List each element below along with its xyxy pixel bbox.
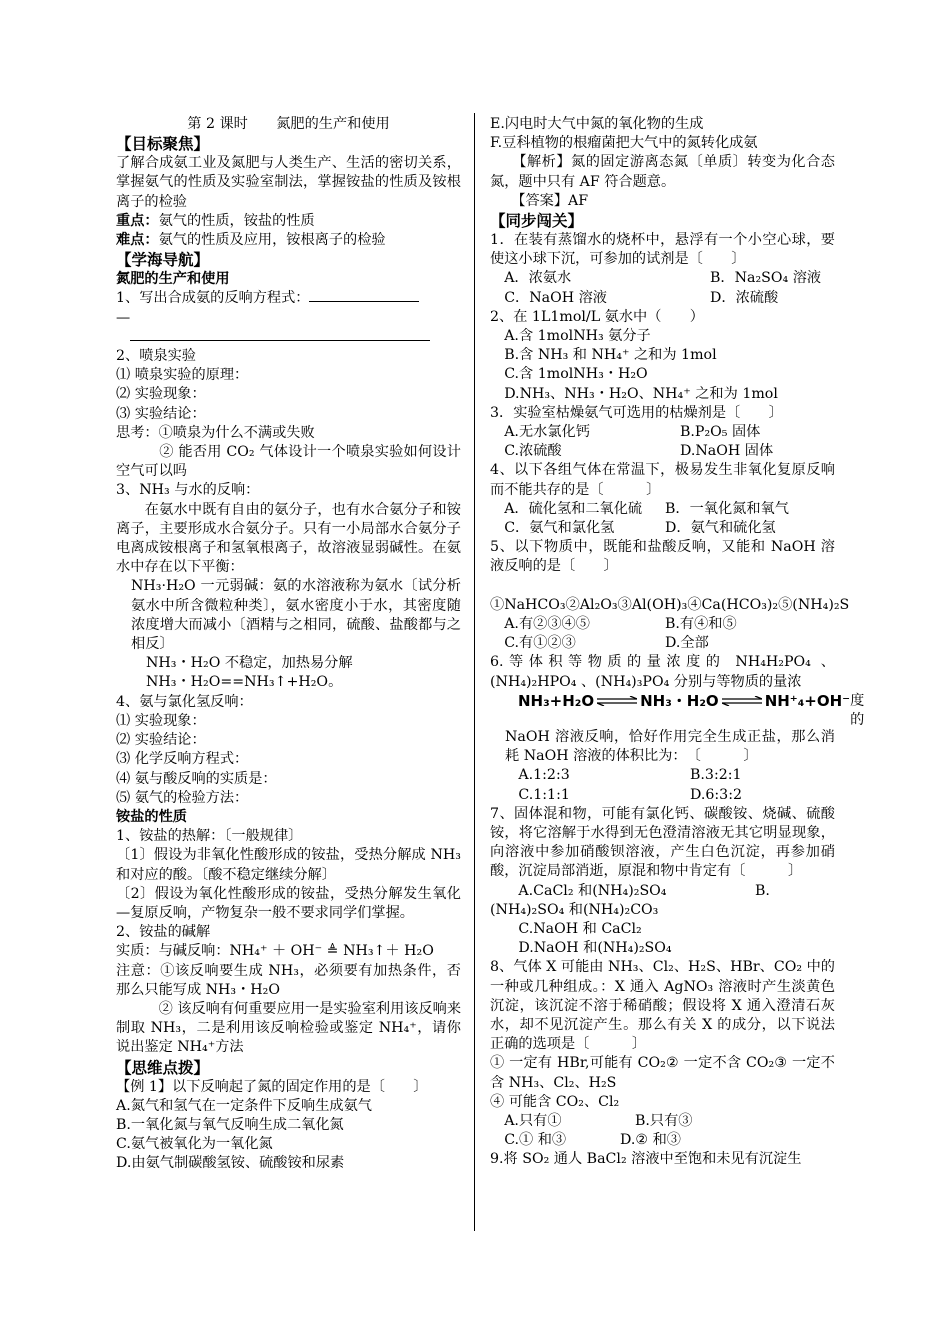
option-text: C．NaOH 溶液	[490, 289, 607, 306]
text: 注意：①该反响要生成 NH₃，必须要有加热条件，否那么只能写成 NH₃・H₂O	[116, 962, 461, 998]
text-line	[490, 404, 835, 423]
text: 氮肥的生产和使用	[116, 271, 230, 288]
option-text: C．氨气和氯化氢	[490, 520, 615, 537]
text: ⑵ 实验结论：	[116, 732, 206, 749]
text-line	[490, 1093, 835, 1112]
option-row	[490, 615, 835, 634]
text-line	[116, 923, 461, 942]
text-line	[116, 154, 461, 212]
text-line	[490, 385, 835, 404]
text-line	[490, 901, 835, 920]
text-line	[490, 577, 850, 615]
text: NH₃・H₂O==NH₃↑+H₂O。	[146, 674, 343, 691]
option-row	[490, 786, 835, 805]
option-text: B.只有③	[635, 1112, 693, 1129]
text-line	[116, 808, 461, 827]
text-line	[490, 346, 835, 365]
option-row	[490, 766, 835, 785]
answer-blank-line	[116, 328, 461, 347]
text-line	[116, 846, 461, 884]
text: 5、以下物质中，既能和盐酸反响，又能和 NaOH 溶液反响的是〔 〕	[490, 539, 835, 575]
text: 6.等体积等物质的量浓度的 NH₄H₂PO₄ 、(NH₄)₂HPO₄ 、(NH₄)₃PO₄ 分别与等物质的量浓	[490, 654, 835, 690]
text-line	[116, 731, 461, 750]
option-text: A.只有①	[490, 1112, 562, 1129]
option-text: A.有②③④⑤	[490, 616, 590, 633]
text: C.NaOH 和 CaCl₂	[490, 920, 642, 937]
text-line	[116, 347, 461, 366]
text: ⑷ 氨与酸反响的实质是：	[116, 770, 277, 787]
text: 1．在装有蒸馏水的烧杯中，悬浮有一个小空心球，要使这小球下沉，可参加的试剂是〔 〕	[490, 232, 835, 268]
text: 7、固体混和物，可能有氯化钙、碳酸铵、烧碱、硫酸铵，将它溶解于水得到无色澄清溶液无其它明显现象，向溶液中参加硝酸钡溶液，产生白色沉淀，再参加硝酸，沉淀局部消逝，原混和物中肯定有〔 〕	[490, 805, 835, 880]
option-text: A．浓氨水	[490, 270, 572, 287]
text-line	[116, 231, 461, 250]
left-column	[116, 115, 461, 1174]
text: 【同步闯关】	[490, 211, 584, 231]
option-row	[490, 882, 835, 901]
text-line	[116, 366, 461, 385]
text-line	[116, 885, 461, 923]
section-heading	[116, 1058, 461, 1078]
text-line	[116, 481, 461, 500]
text-line	[116, 115, 461, 134]
text-line	[116, 1078, 461, 1097]
text: 思考：①喷泉为什么不满或失败	[116, 424, 315, 441]
option-text: D.NaOH 固体	[680, 443, 774, 460]
text-line	[490, 920, 835, 939]
option-row	[490, 269, 835, 288]
text-line	[116, 1154, 461, 1173]
text-line	[116, 962, 461, 1000]
option-row	[490, 423, 835, 442]
text: F.豆科植物的根瘤菌把大气中的氮转化成氨	[490, 135, 758, 152]
text: C.氨气被氧化为一氧化氮	[116, 1136, 273, 1153]
text: ① 一定有 HBr,可能有 CO₂② 一定不含 CO₂③ 一定不含 NH₃、Cl₂、H₂S	[490, 1055, 835, 1091]
text-line	[116, 712, 461, 731]
section-heading	[490, 211, 835, 231]
answer-blank	[309, 289, 419, 302]
text-line	[116, 750, 461, 769]
text: C.含 1molNH₃・H₂O	[490, 366, 648, 383]
text: 第 2 课时 氮肥的生产和使用	[187, 116, 390, 132]
text-line	[116, 309, 461, 328]
option-row	[490, 1131, 835, 1150]
text-line	[490, 308, 835, 327]
text-line	[490, 653, 835, 691]
text: ①NaHCO₃②Al₂O₃③Al(OH)₃④Ca(HCO₃)₂⑤(NH₄)₂S	[490, 577, 850, 613]
text: A.含 1molNH₃ 氨分子	[490, 328, 651, 345]
text: 3、NH₃ 与水的反响：	[116, 482, 260, 499]
text: 【答案】AF	[490, 192, 589, 209]
text: ⑶ 化学反响方程式：	[116, 751, 249, 768]
text-line	[490, 538, 835, 576]
text: ⑵ 实验现象：	[116, 386, 206, 403]
option-text: B.有④和⑤	[665, 616, 737, 633]
option-text: D.全部	[665, 635, 709, 652]
text-line	[116, 1000, 461, 1058]
option-row	[490, 289, 835, 308]
option-text: C.有①②③	[490, 635, 576, 652]
text: A.氮气和氢气在一定条件下反响生成氨气	[116, 1097, 372, 1114]
option-text: C.1:1:1	[490, 786, 570, 803]
text: 氨气的性质及应用，铵根离子的检验	[158, 232, 386, 249]
text-line	[116, 289, 461, 308]
text: ④ 可能含 CO₂、Cl₂	[490, 1093, 620, 1110]
text-line	[116, 1116, 461, 1135]
text: NH₃・H₂O 不稳定，加热易分解	[146, 655, 353, 672]
text-line	[116, 789, 461, 808]
text-line	[490, 958, 835, 1054]
text: E.闪电时大气中氮的氧化物的生成	[490, 116, 704, 132]
text-line	[116, 405, 461, 424]
equilibrium-equation	[490, 692, 850, 711]
option-text: D.② 和③	[620, 1132, 681, 1149]
text-line	[116, 673, 461, 692]
text: —	[116, 309, 131, 326]
option-text: A.1:2:3	[490, 767, 570, 784]
text-line	[490, 134, 835, 153]
formula-text: NH₃・H₂O	[640, 691, 719, 710]
text: 〔1〕假设为非氧化性酸形成的铵盐，受热分解成 NH₃ 和对应的酸。〔酸不稳定继续分解〕	[116, 847, 461, 883]
text: NH₃·H₂O 一元弱碱：氨的水溶液称为氨水〔试分析氨水中所含微粒种类〕，氨水密度小于水，其密度随浓度增大而减小〔酒精与之相同，硫酸、盐酸都与之相反〕	[131, 578, 461, 653]
option-text: D．氨气和硫化氢	[665, 520, 776, 537]
equilibrium-row	[490, 691, 865, 729]
text: 2、在 1L1mol/L 氨水中（ ）	[490, 308, 704, 325]
text: 4、以下各组气体在常温下，极易发生非氧化复原反响而不能共存的是〔 〕	[490, 462, 835, 498]
text-line	[490, 728, 835, 766]
option-text: B．Na₂SO₄ 溶液	[710, 270, 822, 287]
text-line	[116, 443, 461, 481]
formula-text: NH⁺₄+OH⁻	[764, 691, 851, 710]
option-text: B.3:2:1	[690, 767, 742, 784]
text: 2、铵盐的碱解	[116, 924, 211, 941]
label: 重点：	[116, 212, 159, 229]
text: 【思维点拨】	[116, 1057, 210, 1077]
text-line	[490, 461, 835, 499]
text: ⑸ 氨气的检验方法：	[116, 789, 249, 806]
text-line: 度的	[850, 692, 865, 729]
text: 4、氨与氯化氢反响：	[116, 693, 253, 710]
option-row	[490, 519, 835, 538]
right-column	[490, 115, 865, 1170]
text-line	[116, 270, 461, 289]
text: 了解合成氨工业及氮肥与人类生产、生活的密切关系，掌握氨气的性质及实验室制法，掌握铵盐的性质及铵根离子的检验	[116, 155, 461, 210]
equilibrium-arrow-icon	[597, 696, 637, 706]
text-line	[116, 693, 461, 712]
text-line	[116, 501, 461, 578]
text-line	[116, 770, 461, 789]
text-line	[490, 192, 835, 211]
text: 9.将 SO₂ 通人 BaCl₂ 溶液中至饱和未见有沉淀生	[490, 1151, 802, 1168]
section-heading	[116, 250, 461, 270]
text: D.NaOH 和(NH₄)₂SO₄	[490, 940, 672, 957]
text-line	[490, 153, 835, 191]
text: NaOH 溶液反响，恰好作用完全生成正盐，那么消耗 NaOH 溶液的体积比为： 〔 〕	[505, 728, 835, 765]
text: 在氨水中既有自由的氨分子，也有水合氨分子和铵离子，主要形成水合氨分子。只有一小局部水合氨分子电离成铵根离子和氢氧根离子，故溶液显弱碱性。在氨水中存在以下平衡：	[116, 501, 461, 576]
option-text: D．浓硫酸	[710, 289, 779, 306]
option-text: C.① 和③	[490, 1132, 567, 1149]
text: 实质：与碱反响：NH₄⁺ ＋ OH⁻ ≜ NH₃↑＋ H₂O	[116, 943, 434, 960]
option-text: C.浓硫酸	[490, 443, 562, 460]
text: ⑶ 实验结论：	[116, 405, 206, 422]
column-divider	[474, 113, 475, 1231]
text: B.一氧化氮与氧气反响生成二氧化氮	[116, 1116, 344, 1133]
option-row	[490, 1112, 835, 1131]
text-line	[490, 939, 835, 958]
text: 〔2〕假设为氧化性酸形成的铵盐，受热分解发生氧化—复原反响，产物复杂一般不要求同学们掌握。	[116, 885, 461, 921]
text-line	[490, 231, 835, 269]
text: 【学海导航】	[116, 250, 210, 270]
option-text: A．硫化氢和二氧化硫	[490, 500, 643, 517]
text-line	[116, 424, 461, 443]
text: 铵盐的性质	[116, 808, 187, 825]
formula-text: NH₃+H₂O	[518, 691, 595, 710]
text: D.NH₃、NH₃・H₂O、NH₄⁺ 之和为 1mol	[490, 385, 778, 402]
text: D.由氨气制碳酸氢铵、硫酸铵和尿素	[116, 1155, 345, 1172]
text: (NH₄)₂SO₄ 和(NH₄)₂CO₃	[490, 901, 659, 918]
text-line	[116, 385, 461, 404]
answer-blank	[130, 330, 430, 341]
text: 1、写出合成氨的反响方程式：	[116, 290, 310, 307]
text: 【目标聚焦】	[116, 134, 210, 154]
option-text: B.P₂O₅ 固体	[680, 424, 761, 441]
option-text: B.	[755, 882, 770, 899]
text: ② 能否用 CO₂ 气体设计一个喷泉实验如何设计空气可以吗	[116, 444, 461, 480]
section-heading	[116, 134, 461, 154]
text-line	[116, 827, 461, 846]
text-line	[116, 577, 461, 654]
text-line	[116, 942, 461, 961]
option-text: B．一氧化氮和氧气	[665, 500, 789, 517]
text: 2、喷泉实验	[116, 348, 196, 365]
option-text: D.6:3:2	[690, 786, 743, 803]
text: 【例 1】以下反响起了氮的固定作用的是〔 〕	[116, 1078, 428, 1095]
text: ⑴ 实验现象：	[116, 712, 206, 729]
text-line	[116, 212, 461, 231]
text-line	[490, 115, 835, 134]
option-row	[490, 500, 835, 519]
text: 1、铵盐的热解：〔一般规律〕	[116, 828, 303, 845]
text-line	[490, 365, 835, 384]
text: 【解析】氮的固定游离态氮〔单质〕转变为化合态氮，题中只有 AF 符合题意。	[490, 154, 835, 190]
option-row	[490, 634, 835, 653]
text-line	[116, 1135, 461, 1154]
text-line	[490, 805, 835, 882]
text: 3．实验室枯燥氨气可选用的枯燥剂是〔 〕	[490, 404, 783, 421]
text: 8、气体 X 可能由 NH₃、Cl₂、H₂S、HBr、CO₂ 中的一种或几种组成。：X 通入 AgNO₃ 溶液时产生淡黄色沉淀，该沉淀不溶于稀硝酸；假设将 X 通入澄清石灰水，却不见沉淀产生。那么有关 X 的成分，以下说法正确的选项是〔 〕	[490, 959, 835, 1053]
text: 氨气的性质，铵盐的性质	[158, 212, 315, 229]
option-text: A.无水氯化钙	[490, 424, 590, 441]
equilibrium-arrow-icon	[722, 696, 762, 706]
text: ② 该反响有何重要应用一是实验室利用该反响来制取 NH₃，二是利用该反响检验或鉴定 NH₄⁺，请你说出鉴定 NH₄⁺方法	[116, 1000, 462, 1056]
text: B.含 NH₃ 和 NH₄⁺ 之和为 1mol	[490, 347, 717, 364]
text-line	[490, 1150, 835, 1169]
text-line	[116, 1097, 461, 1116]
text-line	[490, 327, 835, 346]
text: ⑴ 喷泉实验的原理：	[116, 367, 249, 384]
option-row	[490, 442, 835, 461]
option-text: A.CaCl₂ 和(NH₄)₂SO₄	[490, 882, 667, 899]
label: 难点：	[116, 232, 159, 249]
text-line	[490, 1054, 835, 1092]
text-line	[116, 654, 461, 673]
